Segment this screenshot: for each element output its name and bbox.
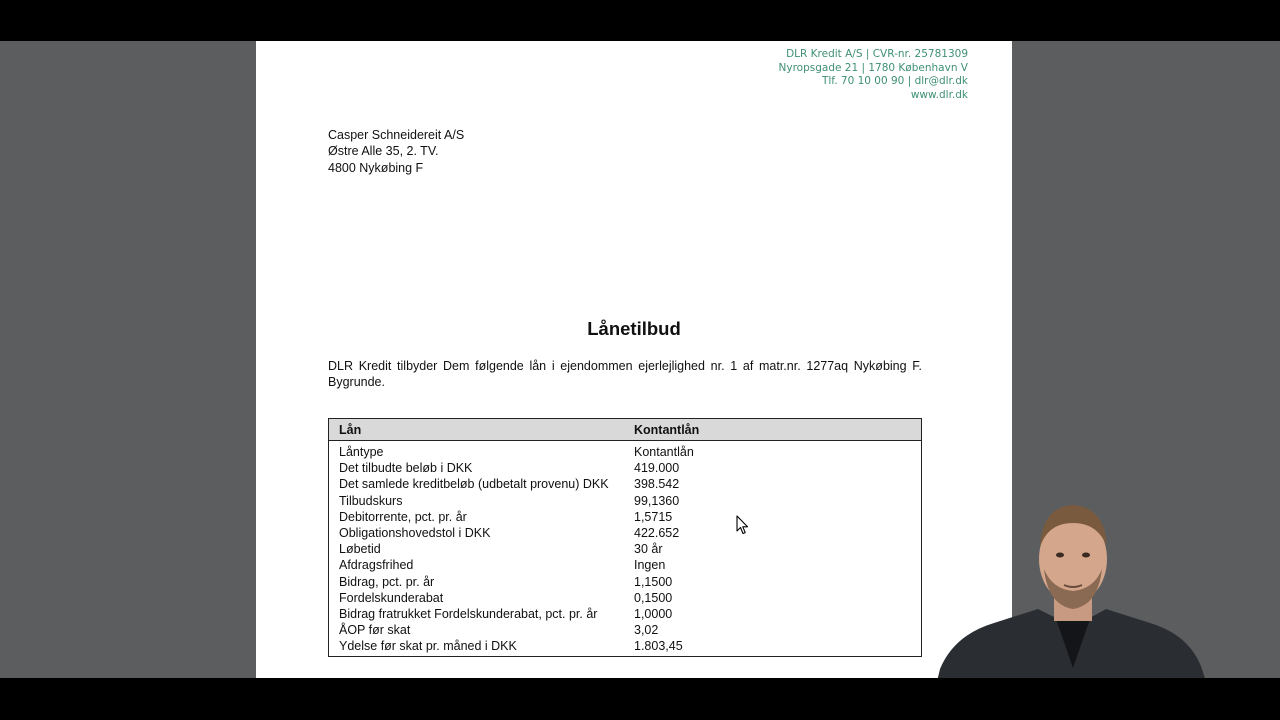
recipient-street: Østre Alle 35, 2. TV. [328, 144, 439, 159]
recipient-address [328, 127, 464, 176]
table-row [329, 476, 921, 492]
row-label: Løbetid [339, 542, 381, 557]
table-row [329, 606, 921, 622]
table-row [329, 509, 921, 525]
row-label: Tilbudskurs [339, 493, 403, 508]
intro-paragraph: DLR Kredit tilbyder Dem følgende lån i ejendommen ejerlejlighed nr. 1 af matr.nr. 1277aq Nykøbing F. Bygrunde. [328, 359, 922, 390]
row-value: Ingen [634, 558, 666, 573]
letterhead-line: www.dlr.dk [910, 88, 968, 101]
table-row [329, 541, 921, 557]
document-title: Lånetilbud [587, 318, 681, 339]
header-value: Kontantlån [634, 422, 700, 437]
row-label: Fordelskunderabat [339, 590, 444, 605]
recipient-city: 4800 Nykøbing F [328, 160, 424, 175]
loan-table [328, 418, 922, 657]
row-value: 0,1500 [634, 590, 673, 605]
webcam-presenter-image [928, 493, 1218, 678]
table-row [329, 574, 921, 590]
row-label: Bidrag fratrukket Fordelskunderabat, pct. pr. år [339, 606, 598, 621]
row-label: Det samlede kreditbeløb (udbetalt provenu) DKK [339, 477, 609, 492]
mouse-cursor-icon [736, 515, 750, 535]
row-label: Låntype [339, 445, 384, 460]
document-viewer[interactable] [0, 41, 1280, 678]
table-row [329, 525, 921, 541]
row-value: 422.652 [634, 526, 680, 541]
row-label: ÅOP før skat [339, 623, 411, 638]
table-body [329, 441, 921, 656]
table-row [329, 590, 921, 606]
row-label: Debitorrente, pct. pr. år [339, 509, 467, 524]
document-page [256, 41, 1012, 678]
table-row [329, 444, 921, 460]
letterhead-line: DLR Kredit A/S | CVR-nr. 25781309 [786, 48, 968, 60]
row-label: Afdragsfrihed [339, 558, 414, 573]
row-value: Kontantlån [634, 445, 694, 460]
row-label: Det tilbudte beløb i DKK [339, 461, 473, 476]
row-value: 398.542 [634, 477, 680, 492]
row-value: 3,02 [634, 623, 659, 638]
letterhead [779, 48, 968, 102]
row-value: 99,1360 [634, 493, 680, 508]
row-value: 1,0000 [634, 606, 673, 621]
row-label: Ydelse før skat pr. måned i DKK [339, 639, 517, 654]
recipient-name: Casper Schneidereit A/S [328, 128, 465, 142]
row-value: 1,5715 [634, 509, 673, 524]
table-row [329, 638, 921, 654]
table-row [329, 493, 921, 509]
table-row [329, 557, 921, 573]
row-label: Obligationshovedstol i DKK [339, 526, 491, 541]
letterhead-line: Nyropsgade 21 | 1780 København V [778, 61, 968, 74]
table-row [329, 460, 921, 476]
row-value: 419.000 [634, 461, 680, 476]
table-header [329, 419, 921, 441]
bottom-bar [0, 678, 1280, 720]
row-value: 30 år [634, 542, 663, 557]
row-value: 1,1500 [634, 574, 673, 589]
header-label: Lån [339, 422, 362, 437]
row-value: 1.803,45 [634, 639, 683, 654]
letterhead-line: Tlf. 70 10 00 90 | dlr@dlr.dk [821, 75, 968, 87]
table-row [329, 622, 921, 638]
row-label: Bidrag, pct. pr. år [339, 574, 435, 589]
